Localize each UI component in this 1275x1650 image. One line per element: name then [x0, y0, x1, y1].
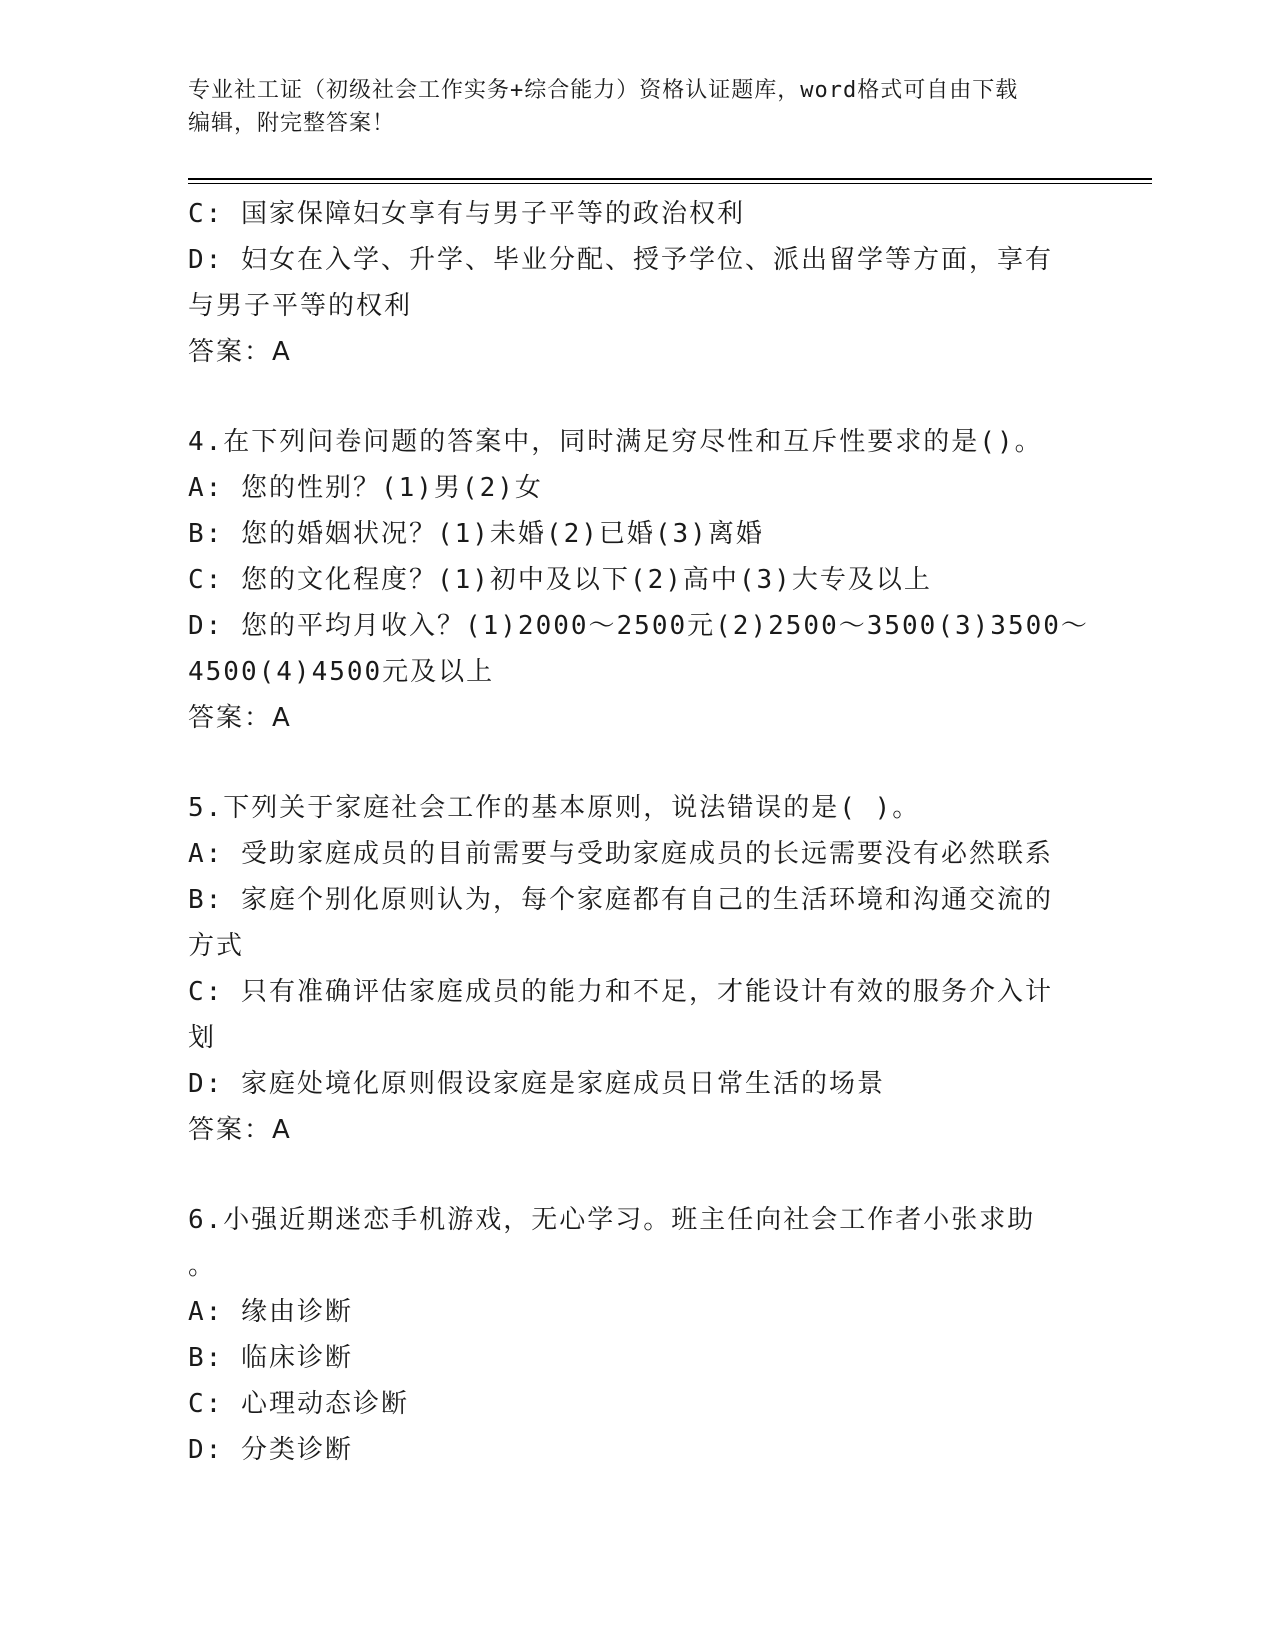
q3-option-d-cont: 与男子平等的权利 — [188, 291, 413, 321]
q6-question: 6.小强近期迷恋手机游戏，无心学习。班主任向社会工作者小张求助 — [188, 1205, 1036, 1235]
spacer — [188, 375, 1088, 419]
q5-option-c: C: 只有准确评估家庭成员的能力和不足，才能设计有效的服务介入计 — [188, 977, 1053, 1007]
q6-option-d: D: 分类诊断 — [188, 1435, 353, 1465]
q4-option-c: C: 您的文化程度？(1)初中及以下(2)高中(3)大专及以上 — [188, 565, 932, 595]
spacer — [188, 741, 1088, 785]
q5-question: 5.下列关于家庭社会工作的基本原则，说法错误的是( )。 — [188, 793, 921, 823]
header-line-1: 专业社工证（初级社会工作实务+综合能力）资格认证题库，word格式可自由下载 — [188, 78, 1019, 103]
q5-answer: 答案：A — [188, 1115, 292, 1145]
q3-option-d: D: 妇女在入学、升学、毕业分配、授予学位、派出留学等方面，享有 — [188, 245, 1053, 275]
question-6 — [188, 1197, 1088, 1473]
q3-option-c: C: 国家保障妇女享有与男子平等的政治权利 — [188, 199, 745, 229]
q4-question: 4.在下列问卷问题的答案中，同时满足穷尽性和互斥性要求的是()。 — [188, 427, 1043, 457]
q5-option-c-cont: 划 — [188, 1023, 217, 1053]
q4-answer: 答案：A — [188, 703, 292, 733]
q6-option-a: A: 缘由诊断 — [188, 1297, 353, 1327]
q6-question-cont: 。 — [188, 1251, 217, 1281]
q3-answer: 答案：A — [188, 337, 292, 367]
question-5 — [188, 785, 1088, 1153]
header-rule-thin — [188, 183, 1152, 184]
q4-option-d-cont: 4500(4)4500元及以上 — [188, 657, 495, 687]
q5-option-d: D: 家庭处境化原则假设家庭是家庭成员日常生活的场景 — [188, 1069, 885, 1099]
q5-option-b-cont: 方式 — [188, 931, 245, 961]
question-3 — [188, 191, 1088, 375]
q5-option-a: A: 受助家庭成员的目前需要与受助家庭成员的长远需要没有必然联系 — [188, 839, 1053, 869]
q6-option-b: B: 临床诊断 — [188, 1343, 353, 1373]
q6-option-c: C: 心理动态诊断 — [188, 1389, 409, 1419]
spacer — [188, 1153, 1088, 1197]
header-rule-thick — [188, 178, 1152, 180]
q5-option-b: B: 家庭个别化原则认为，每个家庭都有自己的生活环境和沟通交流的 — [188, 885, 1053, 915]
q4-option-a: A: 您的性别？(1)男(2)女 — [188, 473, 543, 503]
q4-option-b: B: 您的婚姻状况？(1)未婚(2)已婚(3)离婚 — [188, 519, 764, 549]
q4-option-d: D: 您的平均月收入？(1)2000～2500元(2)2500～3500(3)3500～ — [188, 611, 1089, 641]
question-body — [188, 191, 1088, 1473]
page-header — [188, 74, 1088, 140]
question-4 — [188, 419, 1088, 741]
header-line-2: 编辑，附完整答案！ — [188, 111, 396, 136]
